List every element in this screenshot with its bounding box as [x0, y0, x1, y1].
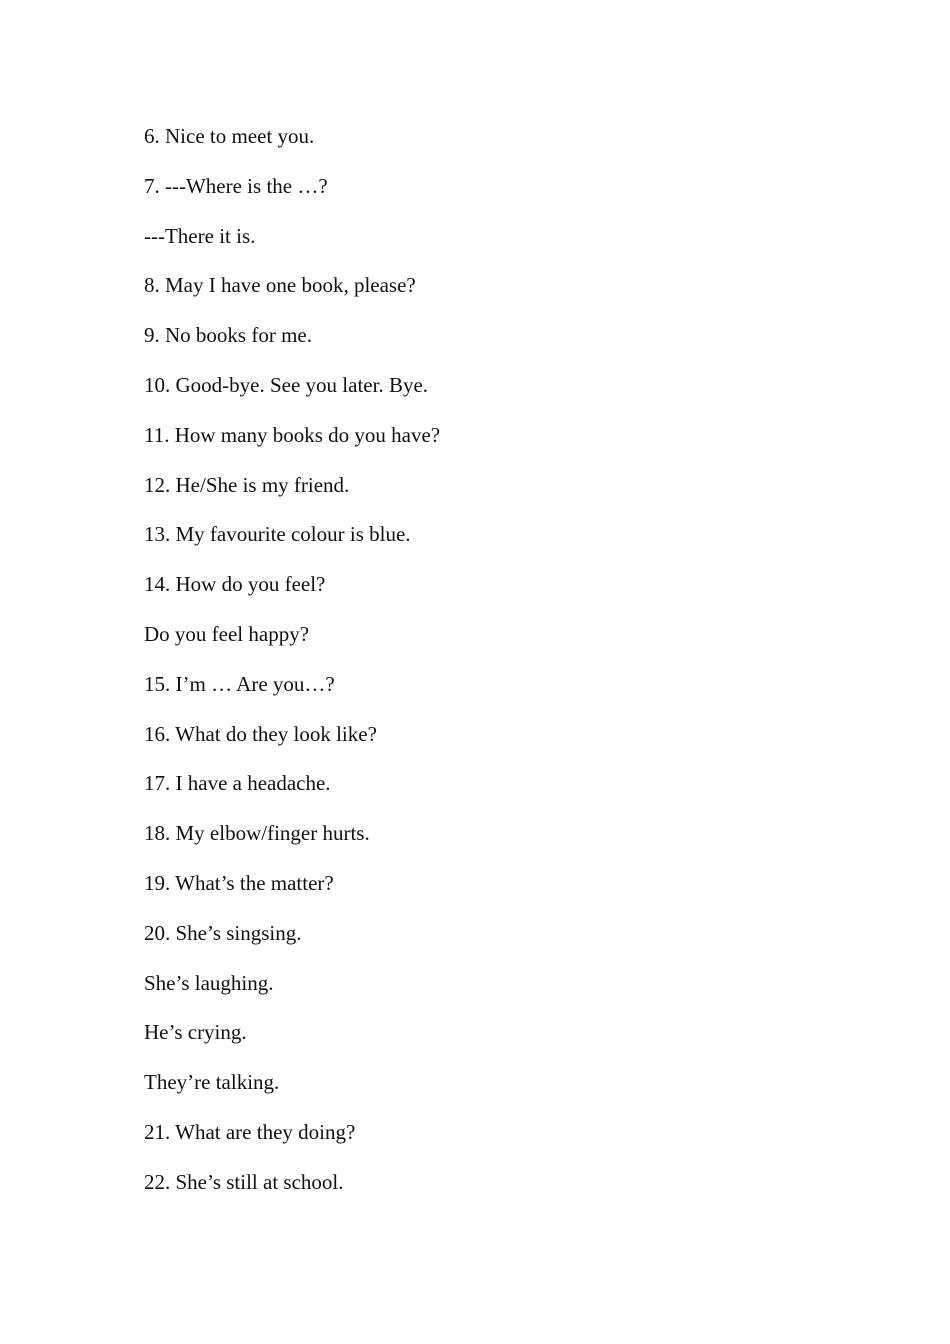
- phrase-list: [144, 122, 904, 1218]
- phrase-line: ---There it is.: [144, 223, 256, 248]
- phrase-line: She’s laughing.: [144, 970, 274, 995]
- phrase-line: 22. She’s still at school.: [144, 1169, 344, 1194]
- phrase-line: 20. She’s singsing.: [144, 920, 302, 945]
- phrase-line: 11. How many books do you have?: [144, 422, 441, 447]
- phrase-line: 19. What’s the matter?: [144, 870, 334, 895]
- phrase-line: 16. What do they look like?: [144, 721, 377, 746]
- phrase-line: 15. I’m … Are you…?: [144, 671, 335, 696]
- phrase-line: 21. What are they doing?: [144, 1119, 356, 1144]
- phrase-line: 12. He/She is my friend.: [144, 472, 350, 497]
- phrase-line: 10. Good-bye. See you later. Bye.: [144, 372, 429, 397]
- phrase-line: He’s crying.: [144, 1020, 247, 1045]
- phrase-line: 14. How do you feel?: [144, 572, 326, 597]
- phrase-line: 9. No books for me.: [144, 323, 312, 348]
- phrase-line: 17. I have a headache.: [144, 771, 331, 796]
- phrase-line: 6. Nice to meet you.: [144, 124, 315, 148]
- phrase-line: 8. May I have one book, please?: [144, 273, 416, 298]
- phrase-line: 18. My elbow/finger hurts.: [144, 821, 370, 846]
- phrase-line: 13. My favourite colour is blue.: [144, 522, 411, 547]
- phrase-line: They’re talking.: [144, 1070, 280, 1095]
- phrase-line: 7. ---Where is the …?: [144, 173, 328, 198]
- phrase-line: Do you feel happy?: [144, 621, 310, 646]
